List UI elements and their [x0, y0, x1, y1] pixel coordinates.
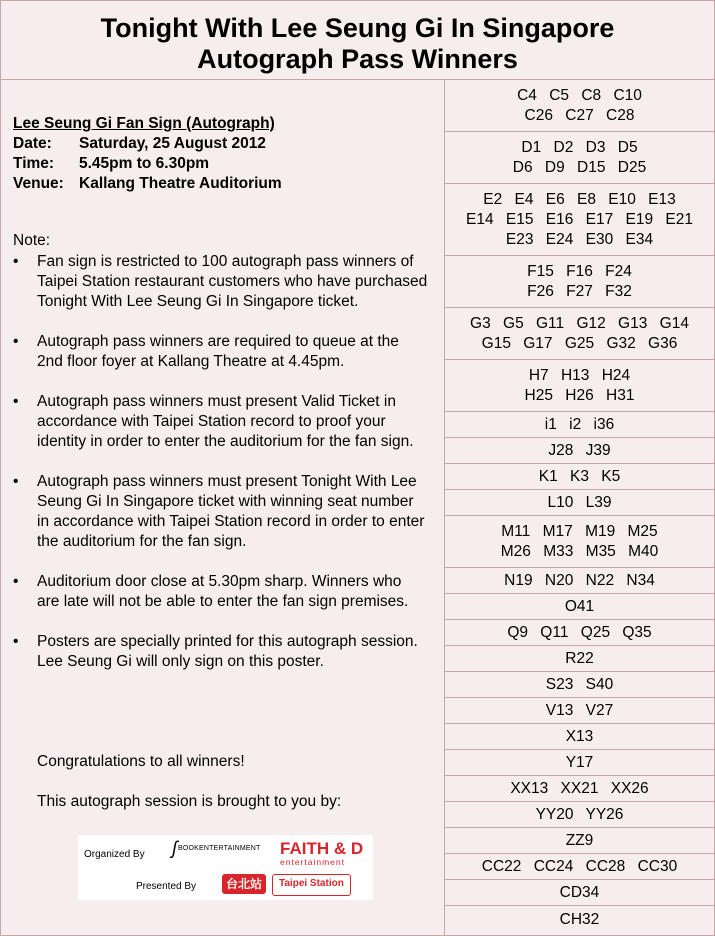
- title-header: [1, 1, 714, 80]
- venue-value: Kallang Theatre Auditorium: [79, 175, 282, 192]
- bullet: •: [13, 333, 19, 350]
- winner-seats: V13 V27: [545, 701, 614, 719]
- winner-seats: Y17: [565, 753, 594, 771]
- winner-row: [445, 568, 714, 594]
- winner-seats: F26 F27 F32: [527, 282, 632, 300]
- winner-seats: R22: [565, 649, 594, 667]
- winner-seats: E2 E4 E6 E8 E10 E13: [483, 190, 676, 208]
- congrats-text: Congratulations to all winners!: [37, 753, 245, 770]
- winner-seats: YY20 YY26: [535, 805, 624, 823]
- note-text: Autograph pass winners are required to queue at the 2nd floor foyer at Kallang Theatre at 4.45pm.: [37, 333, 399, 370]
- bullet: •: [13, 393, 19, 410]
- winner-row: [445, 672, 714, 698]
- winner-row: [445, 802, 714, 828]
- winner-row: [445, 854, 714, 880]
- winner-row: [445, 464, 714, 490]
- notes-heading: Note:: [13, 232, 51, 249]
- taipei-logo-chinese: 台北站: [222, 874, 266, 894]
- note-text: Autograph pass winners must present Tonight With Lee Seung Gi In Singapore ticket with winning seat number in accordance with Taipei Station record in order to enter the auditorium for the fan sign.: [37, 473, 425, 550]
- note-item: [13, 472, 428, 552]
- winner-seats: G15 G17 G25 G32 G36: [481, 334, 678, 352]
- winner-row: [445, 776, 714, 802]
- title-line-2: Autograph Pass Winners: [197, 44, 518, 74]
- sponsor-logos: [78, 835, 373, 900]
- winner-seats: H25 H26 H31: [524, 386, 635, 404]
- winner-row: [445, 620, 714, 646]
- note-text: Fan sign is restricted to 100 autograph pass winners of Taipei Station restaurant customers who have purchased Tonight With Lee Seung Gi In Singapore ticket.: [37, 253, 428, 310]
- winner-seats: K1 K3 K5: [538, 467, 621, 485]
- winner-seats: Q9 Q11 Q25 Q35: [507, 623, 652, 641]
- winner-seats: E14 E15 E16 E17 E19 E21: [465, 210, 693, 228]
- time-label: Time:: [13, 155, 55, 172]
- winner-seats: D6 D9 D15 D25: [512, 158, 647, 176]
- event-date-row: [13, 134, 282, 154]
- winner-seats: S23 S40: [545, 675, 614, 693]
- winner-row: [445, 828, 714, 854]
- bullet: •: [13, 633, 19, 650]
- note-item: [13, 332, 428, 372]
- time-value: 5.45pm to 6.30pm: [79, 155, 210, 172]
- winner-seats: i1 i2 i36: [544, 415, 615, 433]
- winner-row: [445, 906, 714, 934]
- winners-column: [445, 80, 714, 935]
- winner-row: [445, 516, 714, 568]
- bk-logo-text: BOOKENTERTAINMENT: [178, 845, 261, 852]
- winner-seats: CD34: [559, 883, 600, 901]
- winner-row: [445, 490, 714, 516]
- date-value: Saturday, 25 August 2012: [79, 135, 266, 152]
- event-venue-row: [13, 174, 282, 194]
- faith-logo-text: FAITH & D: [280, 839, 364, 858]
- winner-seats: N19 N20 N22 N34: [504, 571, 655, 589]
- winner-row: [445, 256, 714, 308]
- bullet: •: [13, 253, 19, 270]
- winner-row: [445, 80, 714, 132]
- note-item: [13, 252, 428, 312]
- note-text: Posters are specially printed for this autograph session. Lee Seung Gi will only sign on this poster.: [37, 633, 418, 670]
- event-heading: Lee Seung Gi Fan Sign (Autograph): [13, 115, 275, 132]
- title-line-1: Tonight With Lee Seung Gi In Singapore: [100, 13, 615, 43]
- note-item: [13, 392, 428, 452]
- taipei-logo-english: Taipei Station: [272, 874, 351, 896]
- info-column: [1, 80, 445, 935]
- note-text: Autograph pass winners must present Valid Ticket in accordance with Taipei Station record to proof your identity in order to enter the auditorium for the fan sign.: [37, 393, 414, 450]
- winner-seats: E23 E24 E30 E34: [505, 230, 654, 248]
- bullet: •: [13, 573, 19, 590]
- faith-logo-subtext: entertainment: [280, 857, 345, 867]
- winner-seats: M26 M33 M35 M40: [500, 542, 659, 560]
- note-item: [13, 632, 428, 672]
- winner-seats: ZZ9: [565, 831, 594, 849]
- event-details: [13, 114, 282, 194]
- winner-seats: CH32: [559, 911, 600, 928]
- note-text: Auditorium door close at 5.30pm sharp. Winners who are late will not be able to enter the fan sign premises.: [37, 573, 409, 610]
- winner-row: [445, 880, 714, 906]
- notes-list: [13, 252, 428, 692]
- winner-row: [445, 724, 714, 750]
- venue-label: Venue:: [13, 175, 64, 192]
- winner-seats: L10 L39: [547, 493, 612, 511]
- winner-seats: CC22 CC24 CC28 CC30: [481, 857, 678, 875]
- date-label: Date:: [13, 135, 52, 152]
- winner-row: [445, 184, 714, 256]
- winner-row: [445, 646, 714, 672]
- winner-seats: X13: [565, 727, 594, 745]
- presented-by-label: Presented By: [136, 881, 197, 892]
- winner-seats: XX13 XX21 XX26: [510, 779, 649, 797]
- winner-seats: M11 M17 M19 M25: [501, 522, 658, 540]
- winner-row: [445, 698, 714, 724]
- winner-seats: C4 C5 C8 C10: [517, 86, 642, 104]
- winner-seats: D1 D2 D3 D5: [521, 138, 638, 156]
- winner-row: [445, 412, 714, 438]
- winner-seats: G3 G5 G11 G12 G13 G14: [470, 314, 689, 332]
- winner-seats: O41: [564, 597, 595, 615]
- bk-logo-icon: ʃ: [172, 838, 178, 858]
- event-time-row: [13, 154, 282, 174]
- winner-row: [445, 132, 714, 184]
- bullet: •: [13, 473, 19, 490]
- winner-seats: F15 F16 F24: [527, 262, 632, 280]
- winner-seats: J28 J39: [548, 441, 611, 459]
- winner-seats: C26 C27 C28: [524, 106, 635, 124]
- winner-row: [445, 308, 714, 360]
- organized-by-label: Organized By: [84, 849, 145, 860]
- winner-seats: H7 H13 H24: [528, 366, 631, 384]
- winner-row: [445, 750, 714, 776]
- winner-row: [445, 438, 714, 464]
- winner-row: [445, 360, 714, 412]
- note-item: [13, 572, 428, 612]
- brought-by-text: This autograph session is brought to you by:: [37, 793, 342, 810]
- winner-row: [445, 594, 714, 620]
